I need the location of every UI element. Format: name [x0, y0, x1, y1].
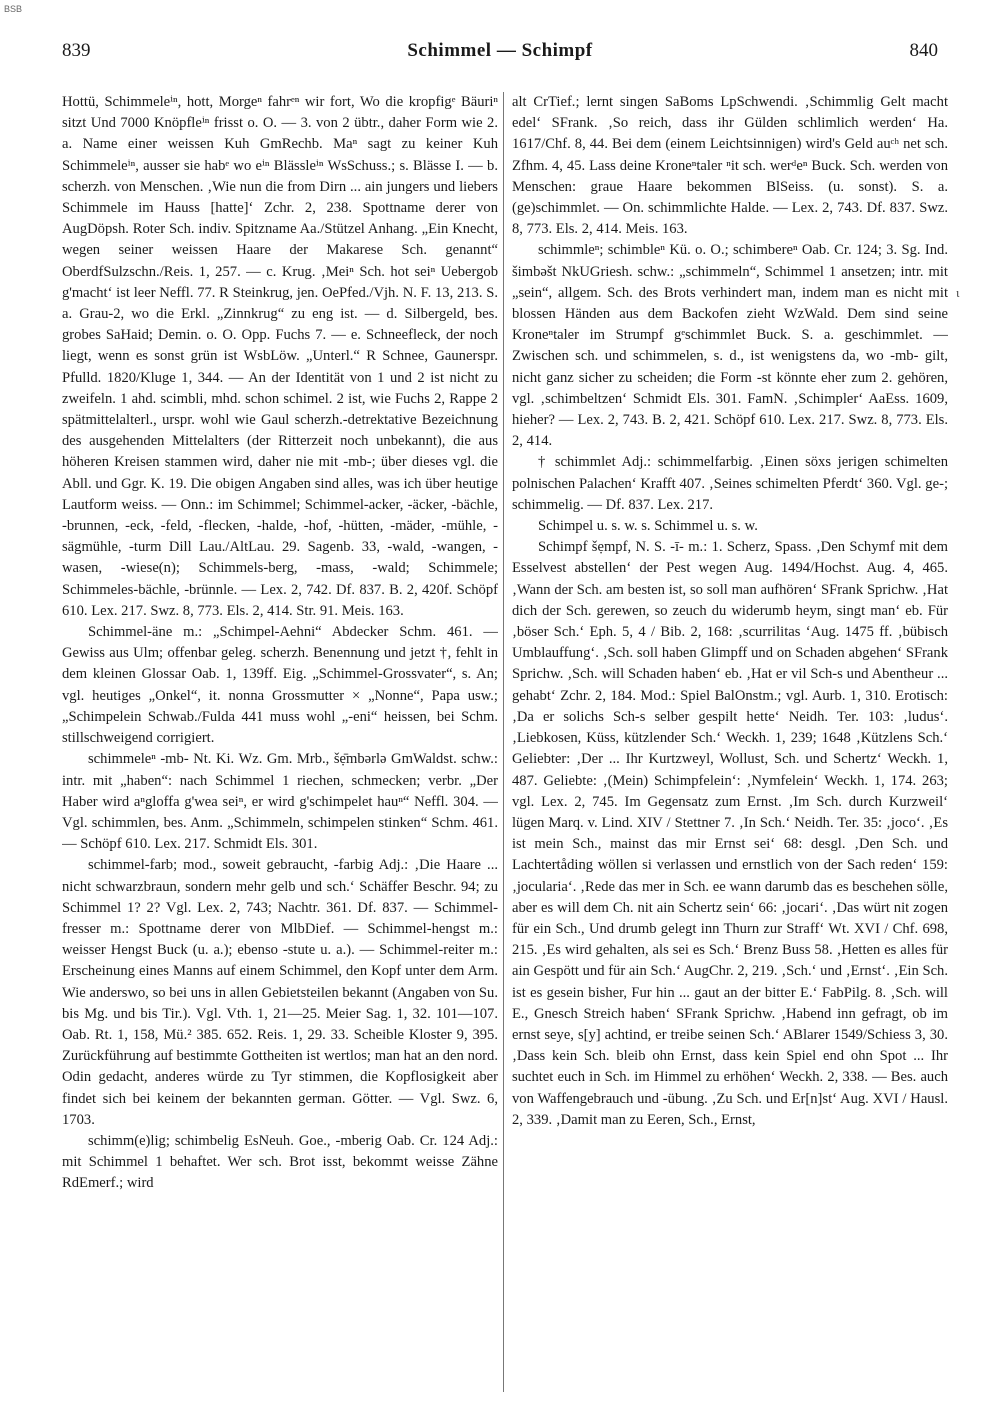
page-number-left: 839	[62, 40, 91, 61]
margin-annotation: ι	[956, 285, 960, 300]
entry-schimpf: Schimpf šẹmpf, N. S. -ī- m.: 1. Scherz, Spass. ‚Den Schymf mit dem Esselvest abstellen‘ der Pest wegen Aug. 1494/Hochst. Aug. 4, 465. ‚Wann der Sch. am besten ist, so soll man aufhören‘ SFrank Sprichw. ‚Hat dich der Sch. gerewen, so zeuch du widerumb heym, singt man‘ eb. Für ‚böser Sch.‘ Eph. 5, 4 / Bib. 2, 168: ‚scurrilitas ‘Aug. 1475 ff. ‚bübisch Umblauffung‘. ‚Sch. soll haben Glimpff und on Schaden abgehen‘ SFrank Sprichw. ‚Sch. will Schaden haben‘ eb. ‚Hat er vil Sch-s und Abentheur ... gehabt‘ Zchr. 2, 184. Mod.: Spiel BalOnstm.; vgl. Aurb. 1, 310. Erotisch: ‚Da er solichs Sch-s selber gespilt hette‘ Neidh. Ter. 103: ‚ludus‘. ‚Liebkosen, Küss, kützlender Sch.‘ Weckh. 1, 239; 1648 ‚Kützlens Sch.‘ Geliebter: ‚Der ... Ihr Kurtzweyl, Wollust, Sch. und Schertz‘ Weckh. 1, 487. Geliebte: ‚(Mein) Schimpfelein‘: ‚Nymfelein‘ Weckh. 1, 174. 263; vgl. Lex. 2, 745. Im Gegensatz zum Ernst. ‚Im Sch. durch Kurzweil‘ lügen Marq. v. Lind. XIV / Stettner 7. ‚In Sch.‘ Neidh. Ter. 35: ‚joco‘. ‚Es ist mein Sch., mainst das mir Ernst sei‘ 68: desgl. ‚Den Sch. und Lachtertåding wöllen si verlassen und ernstlich von der Sach reden‘ 159: ‚jocularia‘. ‚Rede das mer in Sch. ee wann darumb das es beschehen sölle, aber es will dem Ch. nit ain Schertz sein‘ 66: ‚jocari‘. ‚Das würt nit zogen für ein Sch., Und drumb gelegt inn Thurn zur Straff‘ Wt. XVI / Chf. 698, 215. ‚Es wird gehalten, als sei es Sch.‘ Brenz Buss 58. ‚Hetten es alles für ain Gespött und für ain Sch.‘ AugChr. 2, 219. ‚Sch.‘ und ‚Ernst‘. ‚Ein Sch. ist es gesein bisher, Fur hin ... gaut an der bitter E.‘ FabPilg. 8. ‚Sch. will E., Gnesch Streich haben‘ SFrank Sprichw. ‚Habend inn gefragt, ob im ernst seye, s[y] achtind, er treibe seinen Sch.‘ ABlarer 1549/Schiess 3, 30. ‚Dass kein Sch. bleib ohn Ernst, dass kein Spiel end ohn Spot ... Ihr suchtet euch in Sch. im Himmel zu erhöhen‘ Weckh. 2, 338. — Bes. auch von Waffengebrauch und -übung. ‚Zu Sch. und Er[n]st‘ Aug. XVI / Hausl. 2, 339. ‚Damit man zu Eeren, Sch., Ernst,	[512, 539, 948, 1128]
column-divider	[503, 92, 504, 1392]
library-stamp: BSB	[4, 4, 23, 14]
page-number-right: 840	[909, 40, 938, 61]
left-column	[62, 92, 498, 1412]
page-header	[62, 40, 938, 70]
entry-schimmel-farb: schimmel-farb; mod., soweit gebraucht, -farbig Adj.: ‚Die Haare ... nicht schwarzbraun, sondern mehr gelb und sch.‘ Schäffer Beschr. 94; zu Schimmel 1? 2? Vgl. Lex. 2, 743; Nachtr. 361. Df. 837. — Schimmel-fresser m.: Spottname derer von MlbDief. — Schimmel-hengst m.: weisser Hengst Buck (u. a.); ebenso -stute u. a.). — Schimmel-reiter m.: Erscheinung eines Manns auf einem Schimmel, den Kopf unter dem Arm. Wie anderswo, so bei uns in allen Gebietsteilen bekannt (Angaben von Su. bis Mg. und bis Tir.). Vgl. Vth. 1, 21—25. Meier Sag. 1, 32. 101—107. Oab. Rt. 1, 158, Mü.² 385. 652. Reis. 1, 29. 33. Scheible Kloster 9, 395. Zurückführung auf bestimmte Gottheiten ist wertlos; man hat an den nord. Odin gedacht, anderes würde zu Tyr stimmen, die Kopflosigkeit aber findet sich bei keinem der bekannten german. Götter. — Vgl. Swz. 6, 1703.	[62, 857, 498, 1128]
right-column	[512, 92, 948, 1412]
entry-schimpel: Schimpel u. s. w. s. Schimmel u. s. w.	[538, 518, 758, 535]
entry-schimmelen: schimmeleⁿ -mb- Nt. Ki. Wz. Gm. Mrb., šẹ̄mbərlə GmWaldst. schw.: intr. mit „haben“: nach Schimmel 1 riechen, schmecken; verbr. „Der Haber wird aⁿgloffa g'wea seiⁿ, er wird g'schimpelet hauⁿ“ Neffl. 304. — Vgl. schimmlen, bes. Anm. „Schimmeln, schimpelen stinken“ Schm. 461. — Schöpf 610. Lex. 217. Schmidt Els. 301.	[62, 751, 498, 853]
entry-schimmel-continued: Hottü, Schimmeleⁱⁿ, hott, Morgeⁿ fahrᵉⁿ wir fort, Wo die kropfigᵉ Bäuriⁿ sitzt Und 7000 Knöpfleⁱⁿ frisst o. O. — 3. von 2 übtr., daher Form wie 2. a. Name einer weissen Kuh GmRechb. Maⁿ sagt zu keiner Kuh Schimmeleⁱⁿ, ausser sie habᵉ wo eⁱⁿ Blässleⁱⁿ WsSchuss.; s. Blässe I. — b. scherzh. von Menschen. ‚Wie nun die from Dirn ... ain jungers und liebers Schimmele im Hauss [hatte]‘ Zchr. 2, 238. Spottname derer von AugDöpsh. Roter Sch. indiv. Spitzname Aa./Stützel Anhang. „Ein Knecht, wegen seiner weissen Haare der Makarese Sch. genannt“ OberdfSulzschn./Reis. 1, 257. — c. Krug. ‚Meiⁿ Sch. hot seiⁿ Uebergob g'macht‘ ist leer Neffl. 77. R Steinkrug, jen. OePfed./Vjh. N. F. 13, 213. S. a. Grau-2, wo die Erkl. „Zinnkrug“ zu eng ist. — d. Silbergeld, bes. grobes SaHaid; Demin. o. O. Opp. Fuchs 7. — e. Schneefleck, der noch liegt, wenn es sonst grün ist WsbLöw. „Unterl.“ R Schnee, Gaunerspr. Pfulld. 1820/Kluge 1, 344. — An der Identität von 1 und 2 ist nicht zu zweifeln. 1 ahd. scimbli, mhd. schon schimel. 2 ist, wie Fuchs 2, Rappe 2 spätmittelalterl., urspr. wohl wie Gaul scherzh.-detrektative Bezeichnung des ausgehenden Mittelalters (der Ritterzeit noch unbekannt), die aus höheren Kreisen stammen wird, daher nie mit -mb-; über dieses vgl. die Abll. und Ggr. K. 19. Die obigen Angaben sind alles, was ich über heutige Lautform weiss. — Onn.: im Schimmel; Schimmel-acker, -äcker, -bächle, -brunnen, -eck, -feld, -flecken, -halde, -hof, -hütten, -mäder, -mühle, -sägmühle, -turm Dill Lau./AltLau. 29. Sagenb. 33, -wald, -wangen, -wasen, -wiese(n); Schimmels-berg, -mass, -wald; Schimmele; Schimmeles-bächle, -brünnle. — Lex. 2, 742. Df. 837. B. 2, 420f. Schöpf 610. Lex. 217. Swz. 8, 773. Els. 2, 414. Str. 91. Meis. 163.	[62, 94, 498, 619]
entry-schimmelig: schimm(e)lig; schimbelig EsNeuh. Goe., -mberig Oab. Cr. 124 Adj.: mit Schimmel 1 behaftet. Wer sch. Brot isst, bekommt weisse Zähne RdEmerf.; wird	[62, 1132, 498, 1192]
entry-schimmelig-continued: alt CrTief.; lernt singen SaBoms LpSchwendi. ‚Schimmlig Gelt macht edel‘ SFrank. ‚So reich, dass ihr Gülden schlimlich werden‘ Ha. 1617/Chf. 8, 44. Bei dem (einem Leichtsinnigen) wird's Geld auᶜʰ net sch. Zfhm. 4, 45. Lass deine Kroneⁿtaler ⁿit sch. werᵈeⁿ Buck. Sch. werden von Menschen: graue Haare bekommen BlSeiss. (u. sonst). S. a. (ge)schimmlet. — On. schimmlichte Halde. — Lex. 2, 743. Df. 837. Swz. 8, 773. Els. 2, 414. Meis. 163.	[512, 94, 948, 238]
running-title: Schimmel — Schimpf	[407, 40, 593, 61]
entry-schimmlet: † schimmlet Adj.: schimmelfarbig. ‚Einen söxs jerigen schimelten polnischen Palachen‘ Krafft 407. ‚Seines schimelten Pferdt‘ 360. Vgl. ge-; schimmelig. — Df. 837. Lex. 217.	[512, 454, 948, 513]
entry-schimmel-aene: Schimmel-äne m.: „Schimpel-Aehni“ Abdecker Schm. 461. — Gewiss aus Ulm; offenbar geleg. scherzh. Benennung und jetzt †, fehlt in dem kleinen Glossar Oab. 1, 139ff. Eig. „Schimmel-Grossvater“, s. An; vgl. heutiges „Onkel“, it. nonna Grossmutter × „Nonne“, Papa usw.; „Schimpelein Schwab./Fulda 441 muss wohl „-eni“ heissen, bei Schm. stillschweigend corrigiert.	[62, 624, 498, 747]
entry-schimmlen: schimmleⁿ; schimbleⁿ Kü. o. O.; schimbereⁿ Oab. Cr. 124; 3. Sg. Ind. šimbəšt NkUGriesh. schw.: „schimmeln“, Schimmel 1 ansetzen; intr. mit „sein“, allgem. Sch. des Brots verhindert man, indem man es nicht mit blossen Händen aus dem Backofen zieht WzWald. Dem sind seine Kroneⁿtaler im Strumpf gᵉschimmlet Buck. S. a. geschimmlet. — Zwischen sch. und schimmelen, s. d., ist wenigstens da, wo -mb- gilt, nicht ganz sicher zu scheiden; die Form -st könnte eher zum 2. gehören, vgl. ‚schimbeltzen‘ Schmidt Els. 301. FamN. ‚Schimpler‘ AaEss. 1609, hieher? — Lex. 2, 743. B. 2, 421. Schöpf 610. Lex. 217. Swz. 8, 773. Els. 2, 414.	[512, 242, 948, 450]
